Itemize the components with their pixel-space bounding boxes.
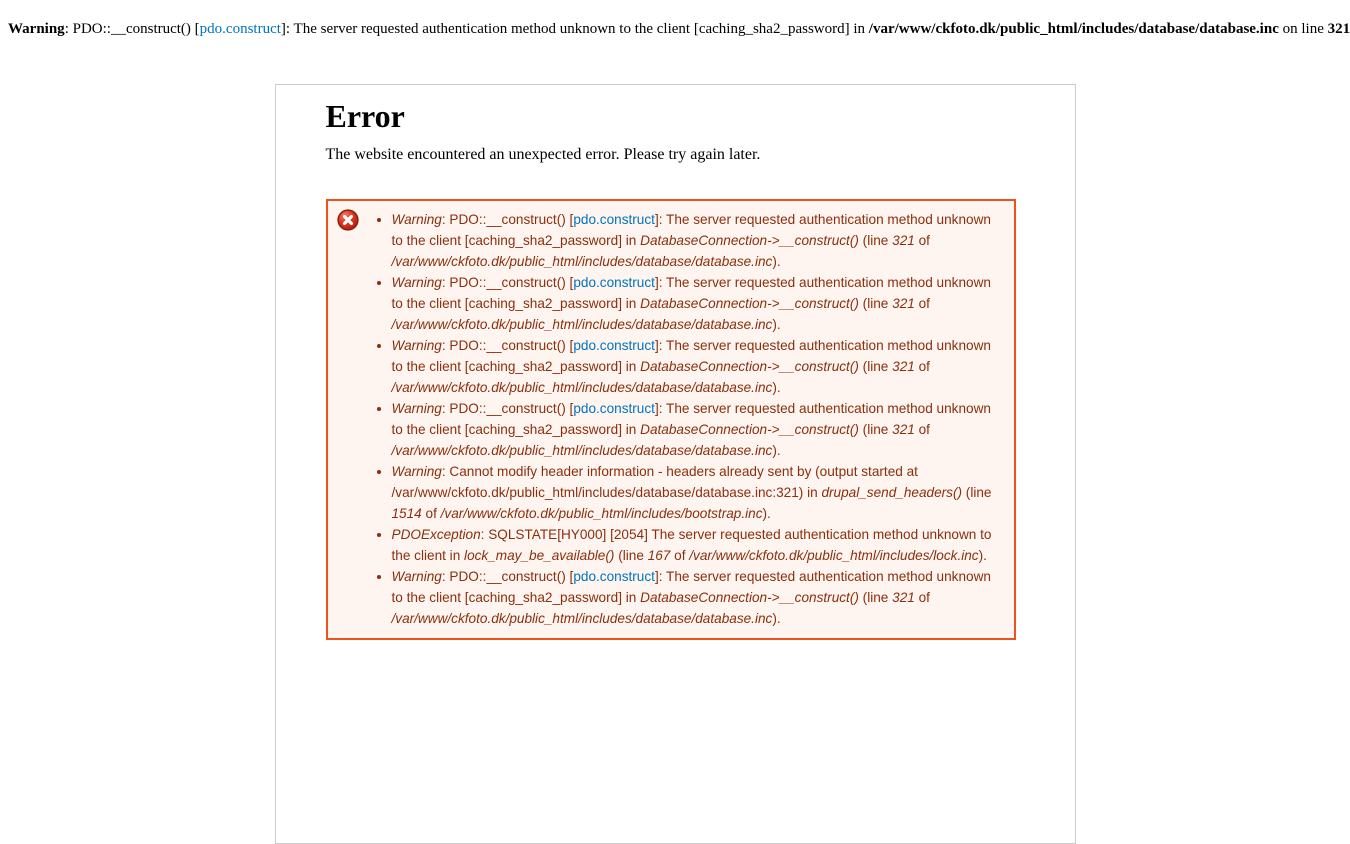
text-segment: : Cannot modify header information - headers already sent by (output started at /var/www/ckfoto.dk/public_html/includes/database/database.inc:321) in [391,463,918,500]
error-messages-box [326,199,1016,640]
text-segment: of [914,421,930,437]
error-message-item [392,524,1004,566]
text-segment: of [421,505,441,521]
error-icon [337,209,359,231]
emphasis-text: DatabaseConnection->__construct() [640,358,859,374]
pdo-construct-link[interactable]: pdo.construct [573,211,655,227]
text-segment: ). [772,253,781,269]
text-segment: of [914,232,930,248]
error-message-list [378,209,1004,629]
pdo-construct-link[interactable]: pdo.construct [573,337,655,353]
emphasis-text: /var/www/ckfoto.dk/public_html/includes/database/database.inc [391,379,773,395]
text-segment: : PDO::__construct() [ [64,21,200,37]
text-segment: (line [858,295,893,311]
pdo-construct-link[interactable]: pdo.construct [573,568,655,584]
text-segment: ]: The server requested authentication method unknown to the client [caching_sha2_password] in [391,274,991,311]
emphasis-text: DatabaseConnection->__construct() [640,421,859,437]
error-message-item [392,461,1004,524]
text-segment: of [914,295,930,311]
text-segment: ]: The server requested authentication method unknown to the client [caching_sha2_password] in [391,400,991,437]
text-segment: : PDO::__construct() [ [441,400,574,416]
text-segment: : SQLSTATE[HY000] [2054] The server requested authentication method unknown to the client in [391,526,992,563]
emphasis-text: Warning [391,400,442,416]
text-segment: : PDO::__construct() [ [441,211,574,227]
emphasis-text: 321 [892,295,915,311]
php-warning-banner [0,0,1350,39]
emphasis-text: Warning [391,463,442,479]
emphasis-text: /var/www/ckfoto.dk/public_html/includes/database/database.inc [391,253,773,269]
emphasis-text: lock_may_be_available() [464,547,615,563]
emphasis-text: /var/www/ckfoto.dk/public_html/includes/database/database.inc [391,316,773,332]
error-message-item [392,566,1004,629]
emphasis-text: drupal_send_headers() [821,484,963,500]
error-message-item [392,272,1004,335]
text-segment: : PDO::__construct() [ [441,568,574,584]
bold-text: /var/www/ckfoto.dk/public_html/includes/database/database.inc [868,21,1279,37]
text-segment: of [914,358,930,374]
text-segment: (line [962,484,992,500]
emphasis-text: Warning [391,274,442,290]
text-segment: ). [772,442,781,458]
emphasis-text: /var/www/ckfoto.dk/public_html/includes/lock.inc [689,547,979,563]
text-segment: (line [614,547,648,563]
text-segment: (line [858,358,893,374]
maintenance-page [275,84,1076,844]
bold-text: Warning [8,21,65,37]
emphasis-text: 321 [892,232,915,248]
emphasis-text: 1514 [391,505,422,521]
emphasis-text: /var/www/ckfoto.dk/public_html/includes/database/database.inc [391,442,773,458]
error-description: The website encountered an unexpected error. Please try again later. [325,145,761,163]
emphasis-text: PDOException [391,526,481,542]
emphasis-text: 321 [892,358,915,374]
emphasis-text: Warning [391,568,442,584]
text-segment: (line [858,421,893,437]
text-segment: of [914,589,930,605]
error-message-item [392,209,1004,272]
pdo-construct-link[interactable]: pdo.construct [199,21,281,37]
emphasis-text: DatabaseConnection->__construct() [640,589,859,605]
text-segment: ). [772,316,781,332]
text-segment: ). [978,547,987,563]
error-message-item [392,398,1004,461]
text-segment: ). [762,505,771,521]
page-title: Error [325,98,405,134]
emphasis-text: Warning [391,211,442,227]
text-segment: ]: The server requested authentication method unknown to the client [caching_sha2_password] in [391,337,991,374]
text-segment: on line [1278,21,1328,37]
emphasis-text: Warning [391,337,442,353]
text-segment: (line [858,589,893,605]
emphasis-text: /var/www/ckfoto.dk/public_html/includes/database/database.inc [391,610,773,626]
text-segment: ]: The server requested authentication method unknown to the client [caching_sha2_password] in [280,21,869,37]
error-icon-glyph [337,209,359,231]
text-segment: : PDO::__construct() [ [441,274,574,290]
emphasis-text: /var/www/ckfoto.dk/public_html/includes/bootstrap.inc [440,505,763,521]
emphasis-text: 167 [647,547,671,563]
text-segment: : PDO::__construct() [ [441,337,574,353]
text-segment: ]: The server requested authentication method unknown to the client [caching_sha2_password] in [391,568,991,605]
pdo-construct-link[interactable]: pdo.construct [573,400,655,416]
emphasis-text: 321 [892,421,915,437]
emphasis-text: DatabaseConnection->__construct() [640,295,859,311]
emphasis-text: DatabaseConnection->__construct() [640,232,859,248]
text-segment: ). [772,379,781,395]
text-segment: of [670,547,690,563]
text-segment: (line [858,232,893,248]
text-segment: ]: The server requested authentication method unknown to the client [caching_sha2_password] in [391,211,991,248]
emphasis-text: 321 [892,589,915,605]
text-segment: ). [772,610,781,626]
bold-text: 321 [1327,21,1350,37]
pdo-construct-link[interactable]: pdo.construct [573,274,655,290]
error-message-item [392,335,1004,398]
